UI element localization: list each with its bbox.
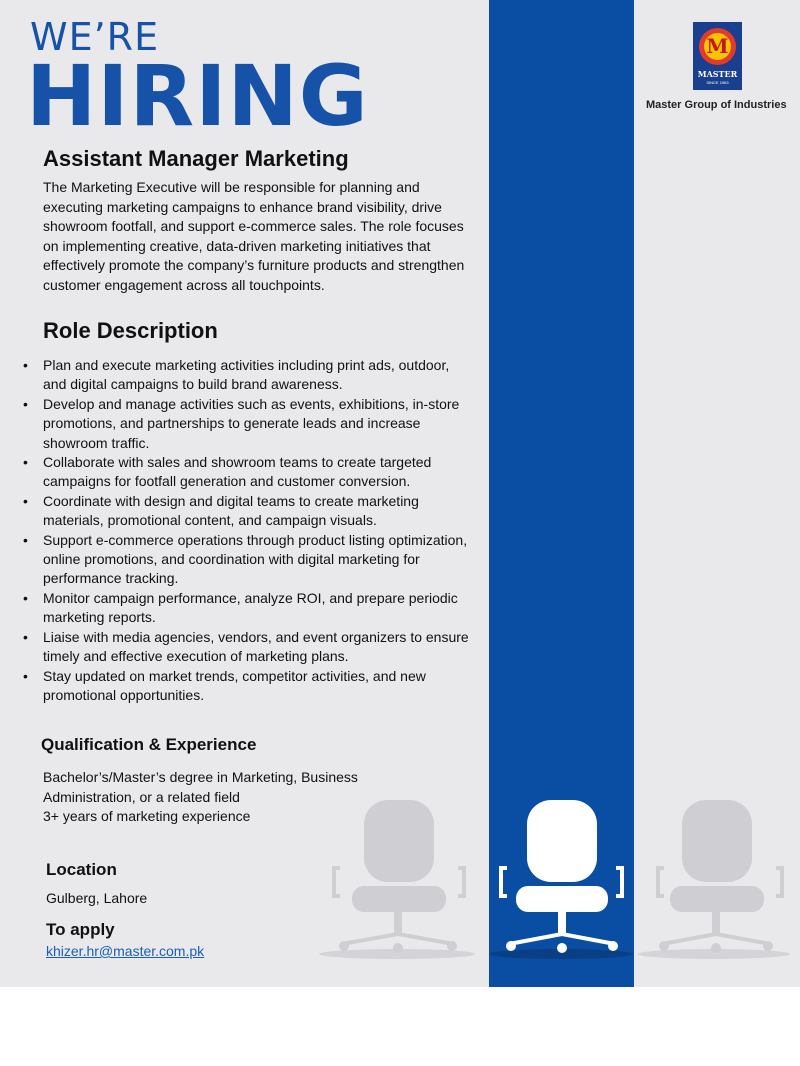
qualification-line: Bachelor’s/Master’s degree in Marketing, Business [43, 769, 358, 785]
responsibilities-list [23, 356, 469, 705]
qualification-line: 3+ years of marketing experience [43, 808, 251, 825]
apply-heading: To apply [46, 920, 115, 939]
company-name: Master Group of Industries [646, 99, 787, 111]
responsibility-item: • Monitor campaign performance, analyze ROI, and prepare periodic marketing reports. [23, 589, 458, 626]
logo-emblem-icon [699, 28, 736, 65]
logo-word: MASTER [697, 69, 738, 79]
responsibility-item: • Stay updated on market trends, competitor activities, and new promotional opportunities. [23, 667, 426, 703]
responsibility-item: • Collaborate with sales and showroom teams to create targeted campaigns for footfall generation and customer conversion. [23, 454, 432, 490]
location-heading: Location [46, 860, 117, 879]
qualification-heading: Qualification & Experience [41, 735, 257, 754]
location-value: Gulberg, Lahore [46, 890, 148, 906]
chair-icon [312, 796, 482, 961]
responsibility-item: • Support e-commerce operations through product listing optimization, online promotions, and coordination with digital marketing for performance tracking. [23, 531, 468, 587]
chair-icon [489, 796, 634, 961]
responsibility-item: • Liaise with media agencies, vendors, and event organizers to ensure timely and effective execution of marketing plans. [23, 628, 469, 665]
qualification-line: Administration, or a related field [43, 788, 240, 805]
apply-email-link[interactable]: khizer.hr@master.com.pk [46, 943, 205, 959]
logo-since: SINCE 1963 [706, 80, 729, 85]
logo-mark: M [704, 33, 731, 60]
responsibility-item: • Plan and execute marketing activities including print ads, outdoor, and digital campaigns to build brand awareness. [23, 357, 450, 393]
job-title: Assistant Manager Marketing [43, 146, 349, 171]
headline-hiring: HIRING [26, 47, 369, 145]
responsibility-item: • Coordinate with design and digital teams to create marketing materials, promotional content, and campaign visuals. [23, 492, 419, 529]
job-intro: The Marketing Executive will be responsible for planning and executing marketing campaigns to enhance brand visibility, drive showroom footfall, and support e-commerce sales. The role focuses on implementing creative, data-driven marketing initiatives that effectively promote the company’s furniture products and strengthen customer engagement across all touchpoints. [43, 179, 465, 293]
responsibility-item: • Develop and manage activities such as events, exhibitions, in-store promotions, and partnerships to generate leads and increase showroom traffic. [23, 395, 460, 451]
headline-were: WE’RE [30, 15, 160, 59]
chair-icon [634, 796, 800, 961]
logo-badge [693, 22, 742, 90]
role-heading: Role Description [43, 318, 218, 343]
